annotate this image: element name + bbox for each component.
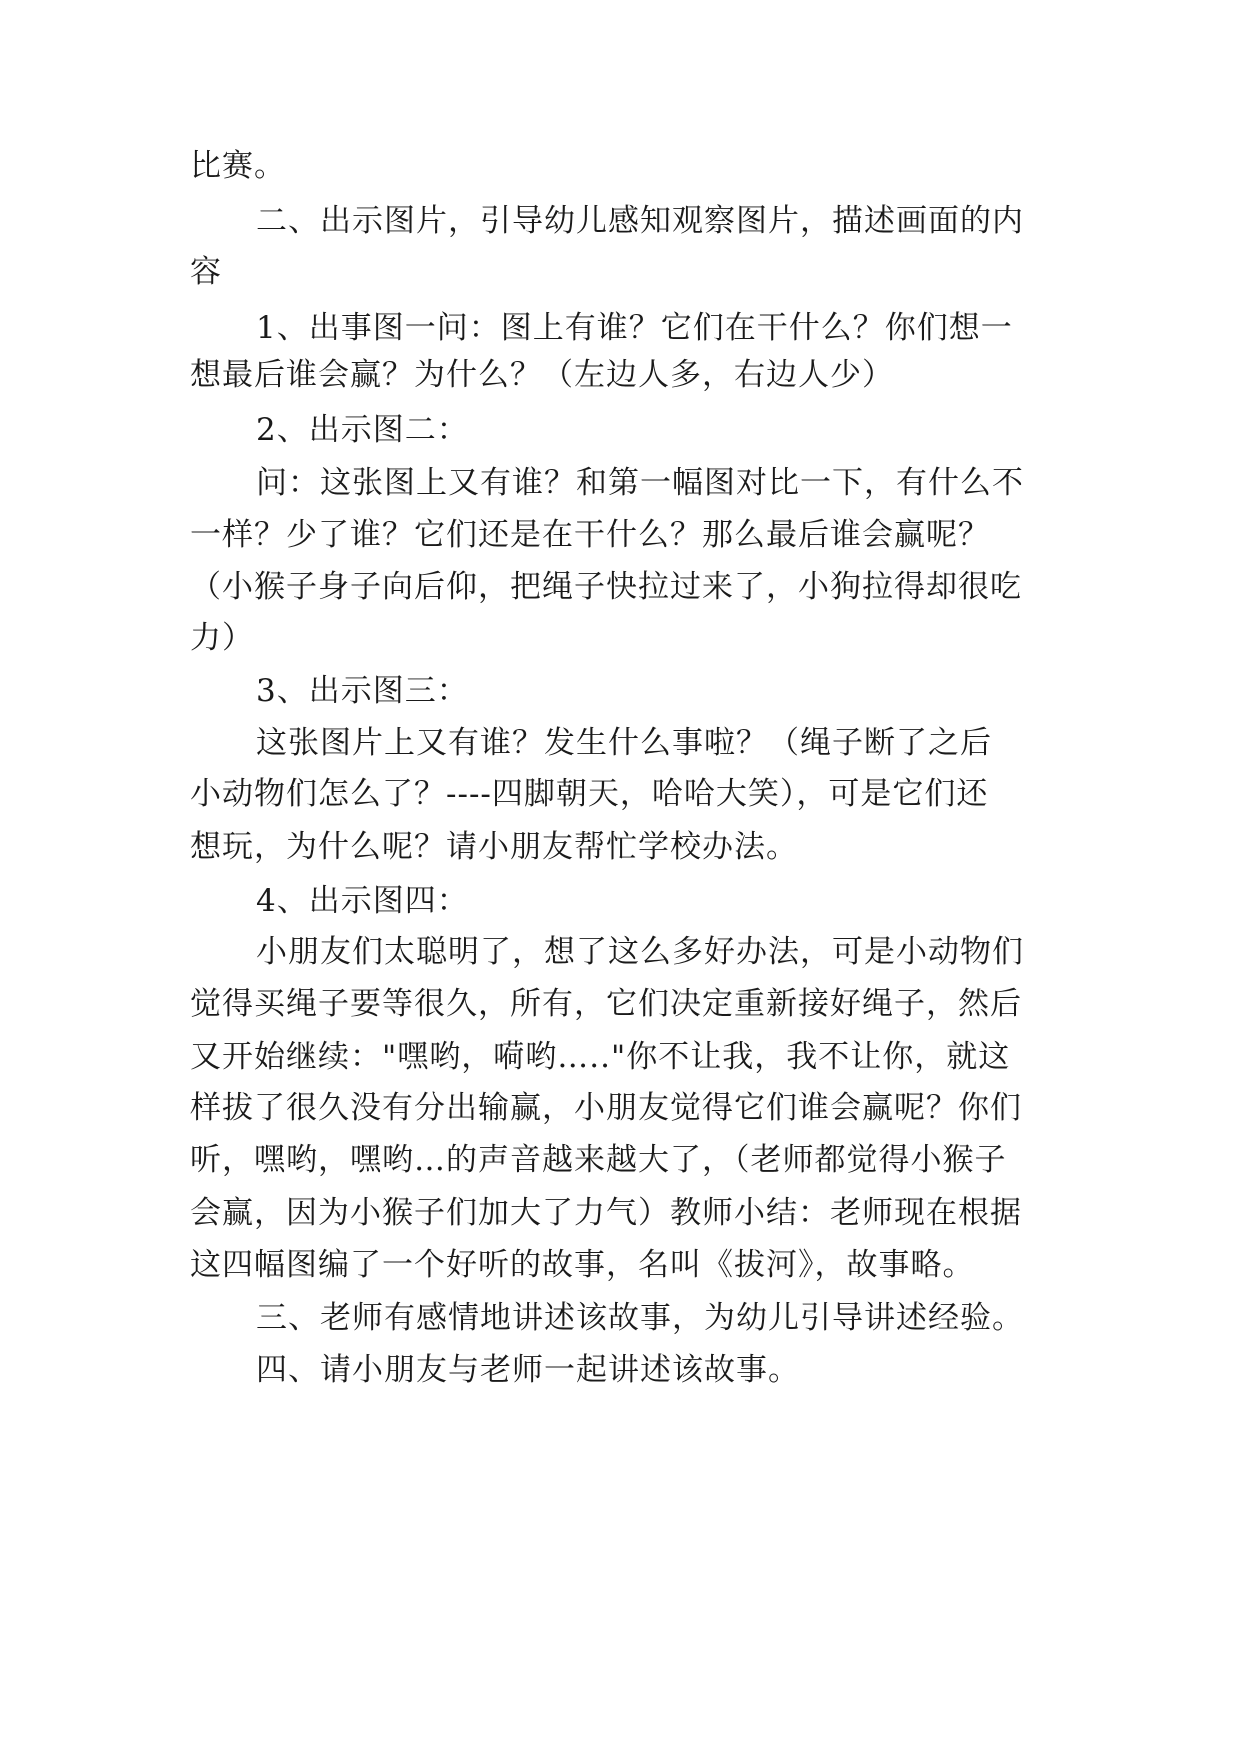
section-heading-3: 三、老师有感情地讲述该故事，为幼儿引导讲述经验。: [256, 1300, 1024, 1336]
step-3: 3、出示图三：: [256, 673, 469, 709]
section-heading-2: 二、出示图片，引导幼儿感知观察图片，描述画面的内: [256, 203, 1024, 239]
text-line: 这四幅图编了一个好听的故事，名叫《拔河》，故事略。: [190, 1247, 975, 1283]
text-line: 比赛。: [190, 148, 286, 184]
text-line: 又开始继续："嘿哟，嗬哟….."你不让我，我不让你，就这: [190, 1039, 1011, 1075]
text-line: 想玩，为什么呢？请小朋友帮忙学校办法。: [190, 829, 798, 865]
text-line: 一样？少了谁？它们还是在干什么？那么最后谁会赢呢？: [190, 517, 990, 553]
text-line: 听，嘿哟，嘿哟…的声音越来越大了，（老师都觉得小猴子: [190, 1142, 1007, 1178]
text-line: 问：这张图上又有谁？和第一幅图对比一下，有什么不: [256, 465, 1024, 501]
step-1: 1、出事图一问：图上有谁？它们在干什么？你们想一: [256, 310, 1013, 346]
text-line: （小猴子身子向后仰，把绳子快拉过来了，小狗拉得却很吃: [190, 569, 1022, 605]
text-line: 容: [190, 254, 222, 290]
text-line: 样拔了很久没有分出输赢，小朋友觉得它们谁会赢呢？你们: [190, 1090, 1022, 1126]
text-line: 这张图片上又有谁？发生什么事啦？（绳子断了之后: [256, 725, 992, 761]
text-line: 会赢，因为小猴子们加大了力气）教师小结：老师现在根据: [190, 1195, 1022, 1231]
section-heading-4: 四、请小朋友与老师一起讲述该故事。: [256, 1352, 800, 1388]
step-4: 4、出示图四：: [256, 883, 469, 919]
step-2: 2、出示图二：: [256, 412, 469, 448]
text-line: 小动物们怎么了？----四脚朝天，哈哈大笑），可是它们还: [190, 776, 989, 812]
text-line: 想最后谁会赢？为什么？（左边人多，右边人少）: [190, 357, 894, 393]
text-line: 觉得买绳子要等很久，所有，它们决定重新接好绳子，然后: [190, 986, 1022, 1022]
text-line: 力）: [190, 620, 254, 656]
text-line: 小朋友们太聪明了，想了这么多好办法，可是小动物们: [256, 934, 1024, 970]
